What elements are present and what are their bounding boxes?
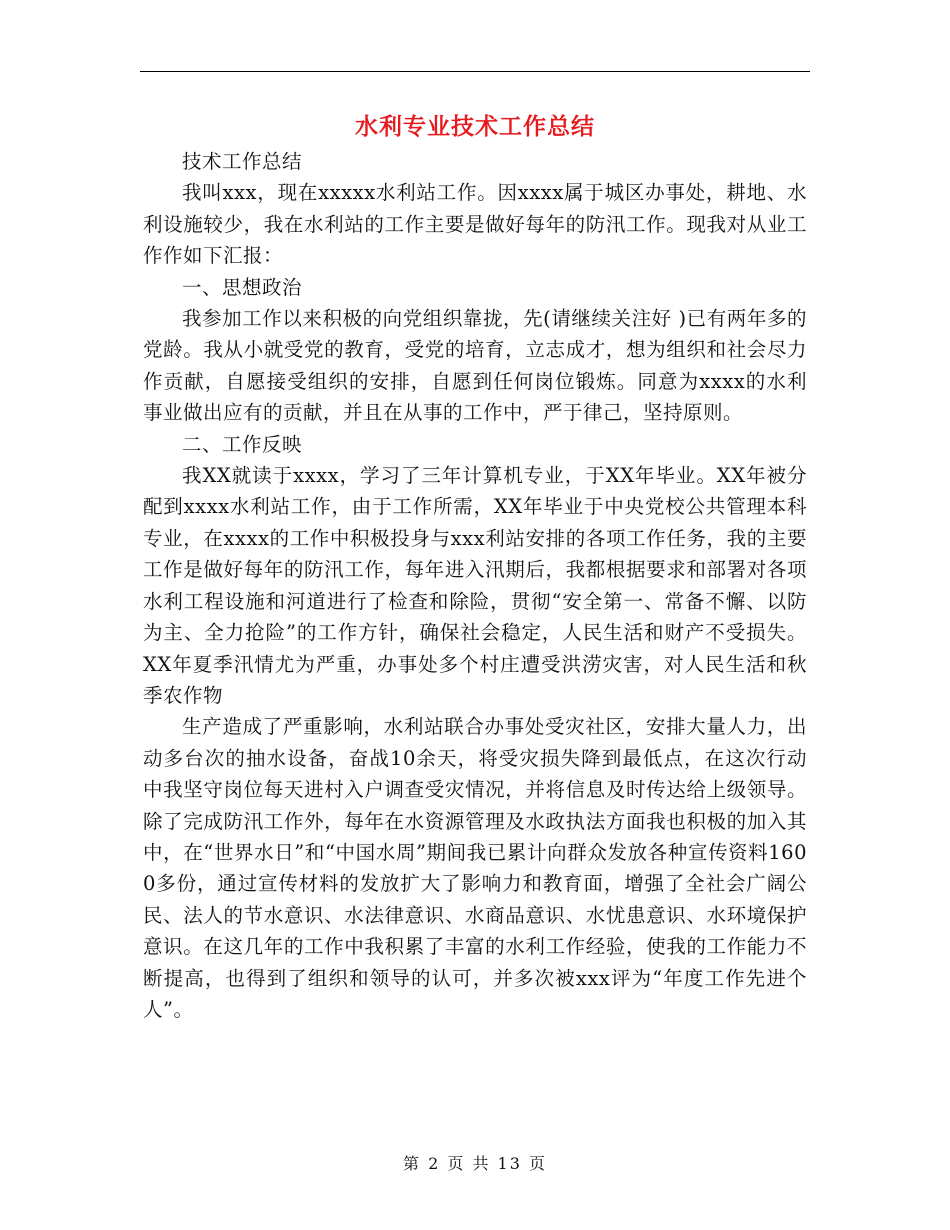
paragraph-work-continued: 生产造成了严重影响，水利站联合办事处受灾社区，安排大量人力，出动多台次的抽水设备，奋战10余天，将受灾损失降到最低点，在这次行动中我坚守岗位每天进村入户调查受灾情况，并将信息及时传达给上级领导。除了完成防汛工作外，每年在水资源管理及水政执法方面我也积极的加入其中，在“世界水日”和“中国水周”期间我已累计向群众发放各种宣传资料1600多份，通过宣传材料的发放扩大了影响力和教育面，增强了全社会广阔公民、法人的节水意识、水法律意识、水商品意识、水忧患意识、水环境保护意识。在这几年的工作中我积累了丰富的水利工作经验，使我的工作能力不断提高，也得到了组织和领导的认可，并多次被xxx评为“年度工作先进个人”。 (143, 715, 807, 1021)
paragraph-politics: 我参加工作以来积极的向党组织靠拢，先(请继续关注好 )已有两年多的党龄。我从小就受党的教育，受党的培育，立志成才，想为组织和社会尽力作贡献，自愿接受组织的安排，自愿到任何岗位锻炼。同意为xxxx的水利事业做出应有的贡献，并且在从事的工作中，严于律己，坚持原则。 (143, 307, 807, 425)
section-heading-work: 二、工作反映 (182, 432, 303, 456)
section-heading-politics: 一、思想政治 (182, 275, 303, 299)
paragraph-heading: 技术工作总结 (182, 150, 303, 173)
document-title: 水利专业技术工作总结 (355, 113, 595, 140)
document-body (143, 146, 807, 1025)
header-rule (140, 71, 810, 72)
paragraph-work: 我XX就读于xxxx，学习了三年计算机专业，于XX年毕业。XX年被分配到xxxx水利站工作，由于工作所需，XX年毕业于中央党校公共管理本科专业，在xxxx的工作中积极投身与xxx利站安排的各项工作任务，我的主要工作是做好每年的防汛工作，每年进入汛期后，我都根据要求和部署对各项水利工程设施和河道进行了检查和除险，贯彻“安全第一、常备不懈、以防为主、全力抢险”的工作方针，确保社会稳定，人民生活和财产不受损失。XX年夏季汛情尤为严重，办事处多个村庄遭受洪涝灾害，对人民生活和秋季农作物 (143, 464, 807, 707)
page-number: 第 2 页 共 13 页 (403, 1154, 547, 1173)
paragraph-intro: 我叫xxx，现在xxxxx水利站工作。因xxxx属于城区办事处，耕地、水利设施较少，我在水利站的工作主要是做好每年的防汛工作。现我对从业工作作如下汇报： (143, 181, 807, 268)
